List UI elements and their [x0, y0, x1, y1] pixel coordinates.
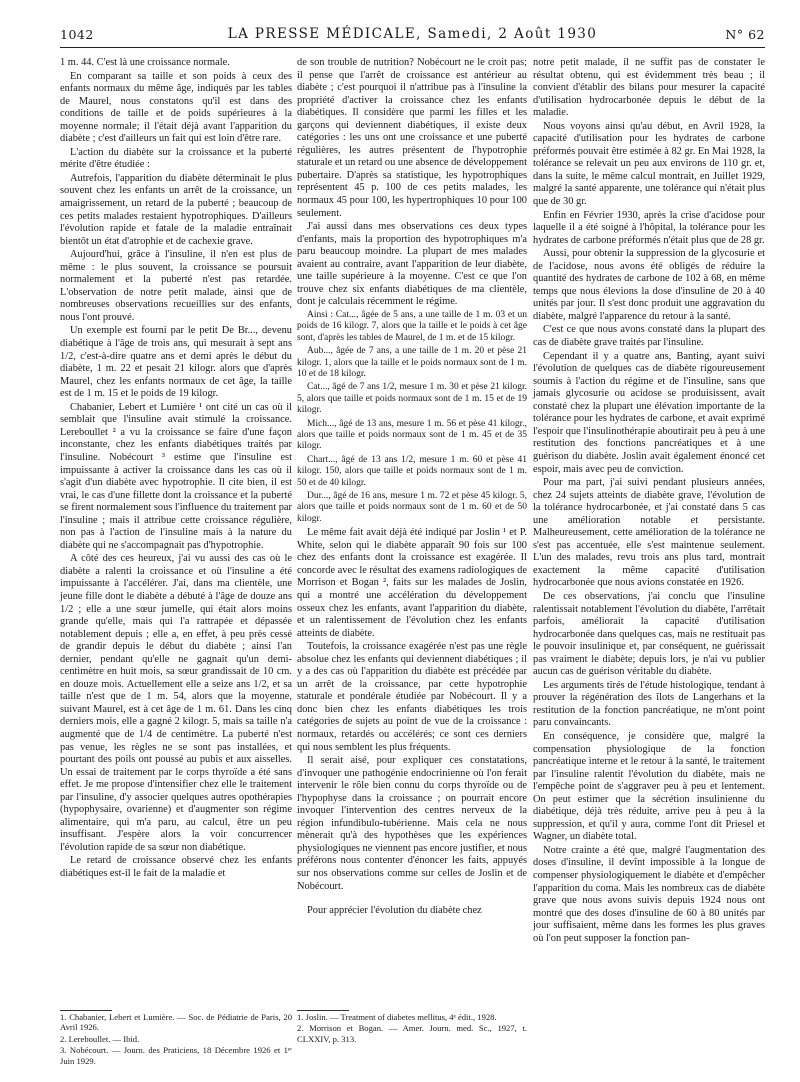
case-note: Chart..., âgé de 13 ans 1/2, mesure 1 m. 60 et pèse 41 kilogr. 150, alors que taille et poids normaux sont de 1 m. 50 et de 40 kilogr.: [297, 454, 527, 488]
footnotes-middle: [297, 1010, 527, 1045]
footnote-rule: [60, 1010, 112, 1011]
case-note: Cat..., âgé de 7 ans 1/2, mesure 1 m. 30 et pèse 21 kilogr. 5, alors que taille et poids normaux sont de 1 m. 15 et de 19 kilogr.: [297, 382, 527, 416]
case-note: Mich..., âgé de 13 ans, mesure 1 m. 56 et pèse 41 kilogr., alors que taille et poids normaux sont de 1 m. 45 et de 35 kilogr.: [297, 418, 527, 452]
paragraph: Le même fait avait déjà été indiqué par Joslin ¹ et P. White, selon qui le diabète apparaît 90 fois sur 100 chez des enfants dont la croissance est exagérée. Il concorde avec le résultat des examens radiologiques de Morrison et Bogan ², faits sur les malades de Joslin, qui a montré une accélération du développement osseux chez les enfants, avant l'apparition du diabète, et un ralentissement de l'évolution chez les enfants atteints de diabète.: [297, 527, 527, 639]
paragraph: Nous voyons ainsi qu'au début, en Avril 1928, la capacité d'utilisation pour les hydrates de carbone préformés pouvait être estimée à 82 gr. En Mai 1928, la tolérance se relevait un peu aux environs de 110 gr. et, dans la suite, le même calcul montrait, en Juillet 1929, malgré la santé apparente, une tolérance qui n'était plus que de 30 gr.: [533, 120, 765, 208]
paragraph: Autrefois, l'apparition du diabète déterminait le plus souvent chez les enfants un arrêt de la croissance, un amaigrissement, un retard de la puberté ; beaucoup de ces petits malades restaient hypotrophiques. D'ailleurs l'évolution rapide et fatale de la maladie entraînait bientôt un état d'atrophie et de cachexie grave.: [60, 172, 292, 247]
paragraph: L'action du diabète sur la croissance et la puberté mérite d'être étudiée :: [60, 146, 292, 171]
page-number: 1042: [60, 27, 94, 42]
paragraph: Cependant il y a quatre ans, Banting, ayant suivi l'évolution de quelques cas de diabète rigoureusement soumis à l'action du régime et de l'insuline, sans que jamais glycosurie ou acidose se produisissent, avait constaté chez la plupart une élévation importante de la tolérance pour les hydrates de carbone, et avait exprimé l'espoir que l'insulinothérapie aboutirait peu à peu à une restitution des fonctions pancréatiques et à une guérison du diabète. Joslin avait également énoncé cet espoir, mais avec peu de conviction.: [533, 350, 765, 475]
paragraph: notre petit malade, il ne suffit pas de constater le résultat obtenu, qui est évidemment très beau ; il convient d'établir des bilans pour mesurer la capacité d'utilisation hydrocarbonée depuis le début de la maladie.: [533, 57, 765, 119]
issue-number: N° 62: [725, 27, 765, 42]
column-right: [533, 57, 765, 946]
footnote: 2. Lereboullet. — Ibid.: [60, 1033, 140, 1044]
footnote: 3. Nobécourt. — Journ. des Praticiens, 18 Décembre 1926 et 1ᵉʳ Juin 1929.: [60, 1045, 292, 1066]
column-middle: [297, 57, 527, 919]
paragraph: Un exemple est fourni par le petit De Br..., devenu diabétique à l'âge de trois ans, qui mesurait à sept ans 1/2, c'est-à-dire quatre ans et demi après le début du diabète, 1 m. 22 et pesait 21 kilogr. alors que d'après Maurel, chez les enfants normaux de cet âge, la taille est de 1 m. 15 et le poids de 19 kilogr.: [60, 325, 292, 400]
paragraph: A côté des ces heureux, j'ai vu aussi des cas où le diabète a ralenti la croissance et où l'insuline a été impuissante à l'accélérer. J'ai, dans ma clientèle, une jeune fille dont le diabète a débuté à l'âge de douze ans 1/2 ; elle a une sœur jumelle, qui était alors moins grande qu'elle, mais qui l'a rattrapée et dépassée notablement depuis ; elle a, en effet, à peu près cessé de grandir depuis le début du diabète ; ainsi l'an dernier, pendant qu'elle ne gagnait qu'un demi-centimètre en huit mois, sa sœur grandissait de 10 cm. en douze mois. Actuellement elle a seize ans 1/2, et sa taille n'est que de 1 m. 54, alors que la moyenne, suivant Maurel, est à cet âge de 1 m. 61. Dans les cinq derniers mois, elle a gagné 2 kilogr. 5, mais sa taille n'a augmenté que de 1/4 de centimètre. La puberté n'est pas venue, les règles ne se sont pas installées, et pourtant des poils ont poussé au pubis et aux aisselles. Un essai de traitement par le corps thyroïde a été sans effet. Je me propose d'intensifier chez elle le traitement par l'insuline, d'y associer quelques autres opothérapies (hypophysaire, ovarienne) et d'augmenter son régime alimentaire, qui m'a paru, au calcul, être un peu insuffisant. J'espère alors la voir concurrencer l'évolution rapide de sa sœur non diabétique.: [60, 553, 292, 853]
column-left: [60, 57, 292, 882]
paragraph: De ces observations, j'ai conclu que l'insuline ralentissait notablement l'évolution du diabète, l'arrêtait parfois, améliorait la capacité d'utilisation hydrocarbonée dans quelques cas, mais ne restituait pas le pouvoir insulinique et, par conséquent, ne guérissait pas vraiment le diabète; depuis lors, je n'ai vu publier aucun cas de guérison véritable du diabète.: [533, 590, 765, 678]
footnote: 1. Joslin. — Treatment of diabetes mellitus, 4ᵉ édit., 1928.: [297, 1012, 497, 1022]
paragraph: En comparant sa taille et son poids à ceux des enfants normaux du même âge, indiqués par les tables de Maurel, nous constatons qu'il est dans des conditions de taille et de poids supérieures à la moyenne normale; il l'était déjà avant l'apparition du diabète ; c'est d'ailleurs un fait qui est loin d'être rare.: [60, 70, 292, 145]
case-note: Aub..., âgée de 7 ans, a une taille de 1 m. 20 et pèse 21 kilogr. 1, alors que la taille et le poids normaux sont de 1 m. 10 et de 18 kilogr.: [297, 346, 527, 379]
case-note: Ainsi : Cat..., âgée de 5 ans, a une taille de 1 m. 03 et un poids de 16 kilogr. 7, alors que la taille et le poids à cet âge sont, d'après les tables de Maurel, de 1 m. et de 15 kilogr.: [297, 309, 527, 343]
paragraph: 1 m. 44. C'est là une croissance normale.: [60, 57, 230, 68]
paragraph: Pour ma part, j'ai suivi pendant plusieurs années, chez 24 sujets atteints de diabète grave, l'évolution de la tolérance hydrocarbonée, et j'ai constaté dans 5 cas une amélioration notable et persistante. Malheureusement, cette amélioration de la tolérance ne s'est pas accentuée, elle s'est maintenue seulement. L'un des malades, revu trois ans plus tard, montrait exactement la même capacité d'utilisation hydrocarbonée que nous avions constatée en 1926.: [533, 477, 765, 589]
paragraph: Notre crainte a été que, malgré l'augmentation des doses d'insuline, il devînt impossible à la longue de compenser physiologiquement le diabète et d'empêcher l'apparition du coma. Mais les nombreux cas de diabète grave que nous avons suivis depuis 1924 nous ont montré que des doses d'insuline de 60 à 80 unités par jour suffisaient, même dans les formes les plus graves où l'on peut supposer la fonction pan-: [533, 844, 765, 944]
footnote: 2. Morrison et Bogan. — Amer. Journ. med. Sc., 1927, t. CLXXIV, p. 313.: [297, 1023, 527, 1044]
footnote: 1. Chabanier, Lebert et Lumière. — Soc. de Pédiatrie de Paris, 20 Avril 1926.: [60, 1012, 292, 1033]
paragraph: J'ai aussi dans mes observations ces deux types d'enfants, mais la proportion des hypotrophiques m'a paru beaucoup moindre. La plupart de mes malades avaient au contraire, avant l'apparition de leur diabète, une taille supérieure à la moyenne. C'est ce que l'on trouve chez six enfants diabétiques de ma clientèle, dont je calculais récemment le régime.: [297, 221, 527, 308]
paragraph: Pour apprécier l'évolution du diabète chez: [307, 905, 482, 917]
paragraph: Aussi, pour obtenir la suppression de la glycosurie et de l'acidose, nous avons été obligés de réduire la quantité des hydrates de carbone de 102 à 68, en même temps que nous élevions la dose d'insuline de 20 à 40 unités par jour. Il s'est donc produit une aggravation du diabète, malgré l'apparence du retour à la santé.: [533, 248, 765, 322]
paragraph: Toutefois, la croissance exagérée n'est pas une règle absolue chez les enfants qui deviennent diabétiques ; il y a des cas où l'apparition du diabète est précédée par un arrêt de la croissance, par cette hypotrophie staturale et pondérale étudiée par Nobécourt. Il y a donc bien chez les enfants diabétiques les trois catégories de sujets au point de vue de la croissance : normaux, retardés ou accélérés; ce sont ces derniers qui nous semblent les plus fréquents.: [297, 641, 527, 753]
paragraph: Il serait aisé, pour expliquer ces constatations, d'invoquer une pathogénie endocrinienne où l'on ferait intervenir le rôle bien connu du corps thyroïde ou de l'hypophyse dans la croissance ; on pourrait encore invoquer l'intervention des centres nerveux de la région infundibulo-tubérienne. Mais cela ne nous mènerait qu'à des hypothèses que les expériences physiologiques ne viennent pas encore justifier, et nous préférons nous contenter d'énoncer les faits, appuyés sur nos observations comme sur celles de Joslin et de Nobécourt.: [297, 755, 527, 892]
paragraph: En conséquence, je considère que, malgré la compensation physiologique de la fonction pancréatique interne et le retour à la santé, le traitement par l'insuline ralentit l'évolution du diabète, mais ne l'empêche point de s'aggraver peu à peu et lentement. On peut estimer que la sécrétion insulinienne du diabétique, déjà très réduite, arrive peu à peu à la suppression, et qu'il y aura, comme l'ont dit Priesel et Wagner, un diabète total.: [533, 730, 765, 843]
paragraph: C'est ce que nous avons constaté dans la plupart des cas de diabète grave traités par l'insuline.: [533, 324, 765, 349]
footnote-rule: [297, 1010, 349, 1011]
paragraph: Chabanier, Lebert et Lumière ¹ ont cité un cas où il semblait que l'insuline avait stimulé la croissance. Lereboullet ² a vu la croissance se faire d'une façon inconstante, chez les enfants diabétiques traités par l'insuline. Nobécourt ³ estime que l'insuline est impuissante à activer la croissance dans les cas où il s'agit d'un diabète avec hypotrophie. Il cite bien, il est vrai, le cas d'une fillette dont la croissance et la puberté se firent normalement sous l'influence du traitement par l'insuline ; mais il attribue cette croissance régulière, non pas à l'action de l'insuline mais à la nature du diabète qui ne s'accompagnait pas d'hypotrophie.: [60, 401, 292, 551]
footnotes-left: [60, 1010, 292, 1067]
paragraph: Le retard de croissance observé chez les enfants diabétiques est-il le fait de la maladie et: [60, 855, 292, 879]
journal-title: LA PRESSE MÉDICALE, Samedi, 2 Août 1930: [227, 26, 598, 42]
paragraph: Les arguments tirés de l'étude histologique, tendant à prouver la régénération des îlots de Langerhans et la restitution de la fonction pancréatique, ne m'ont point paru convaincants.: [533, 679, 765, 729]
paragraph: de son trouble de nutrition? Nobécourt ne le croit pas; il pense que l'arrêt de croissance est antérieur au diabète ; c'est pourquoi il n'attribue pas à l'insuline la propriété d'activer la croissance chez les enfants diabétiques. Il considère que parmi les filles et les garçons qui deviennent diabétiques, il existe deux catégories : les uns ont une croissance et une puberté régulières, les autres présentent de l'hypotrophie staturale et un retard ou une absence de développement pubertaire. D'après sa statistique, les hypotrophiques représentent 45 p. 100 de ces petits malades, les normaux 45 pour 100, les hypertrophiques 10 pour 100 seulement.: [297, 57, 527, 219]
paragraph: Aujourd'hui, grâce à l'insuline, il n'en est plus de même : le plus souvent, la croissance se poursuit normalement et la puberté n'est pas retardée. L'observation de notre petit malade, ainsi que de nombreuses observations recueillies sur des enfants, nous l'ont prouvé.: [60, 249, 292, 323]
case-note: Dur..., âgé de 16 ans, mesure 1 m. 72 et pèse 45 kilogr. 5, alors que taille et poids normaux sont de 1 m. 60 et de 50 kilogr.: [297, 491, 527, 524]
running-header: [60, 26, 765, 48]
paragraph: Enfin en Février 1930, après la crise d'acidose pour laquelle il a été soigné à l'hôpital, la tolérance pour les hydrates de carbone préformés n'était plus que de 28 gr.: [533, 209, 765, 246]
